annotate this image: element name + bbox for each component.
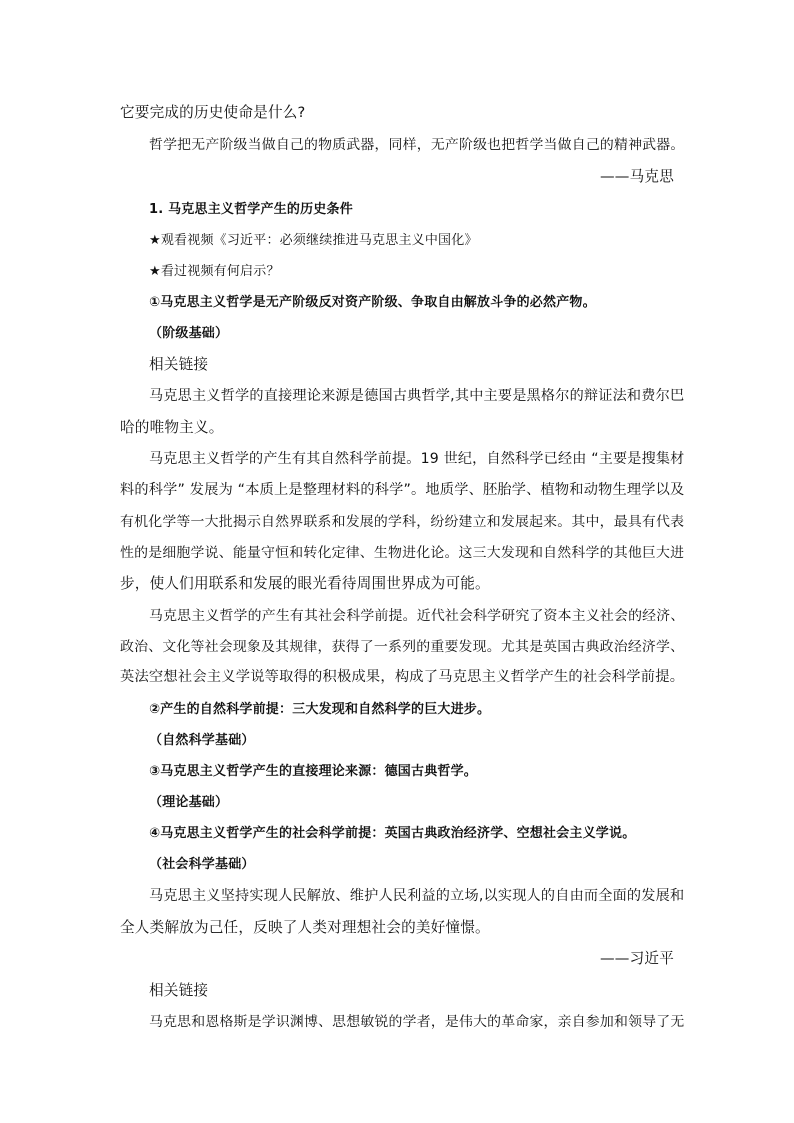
quote-attribution: ——马克思	[600, 168, 674, 185]
paragraph-line: 哈的唯物主义。	[120, 419, 224, 436]
video-prompt: ★观看视频《习近平：必须继续推进马克思主义中国化》	[149, 233, 478, 248]
quote-text: 哲学把无产阶级当做自己的物质武器，同样，无产阶级也把哲学当做自己的精神武器。	[149, 137, 685, 153]
video-question: ★看过视频有何启示？	[149, 264, 280, 279]
quote-text: 马克思主义坚持实现人民解放、维护人民利益的立场,以实现人的自由而全面的发展和	[149, 888, 685, 904]
paragraph-line: 料的科学” 发展为 “本质上是整理材料的科学”。地质学、胚胎学、植物和动物生理学以及	[120, 482, 685, 498]
paragraph-line: 马克思主义哲学的产生有其社会科学前提。近代社会科学研究了资本主义社会的经济、	[149, 608, 685, 624]
paragraph-line: 马克思主义哲学的直接理论来源是德国古典哲学,其中主要是黑格尔的辩证法和费尔巴	[149, 388, 685, 404]
point-3-tag: （理论基础）	[149, 795, 229, 810]
paragraph-line: 步，使人们用联系和发展的眼光看待周围世界成为可能。	[120, 575, 490, 592]
point-4-tag: （社会科学基础）	[149, 857, 255, 872]
related-link-heading: 相关链接	[149, 982, 209, 999]
related-link-heading: 相关链接	[149, 356, 209, 373]
point-3: ③马克思主义哲学产生的直接理论来源：德国古典哲学。	[149, 764, 478, 779]
point-1: ①马克思主义哲学是无产阶级反对资产阶级、争取自由解放斗争的必然产物。	[149, 295, 596, 310]
point-2-tag: （自然科学基础）	[149, 733, 255, 748]
paragraph-line: 马克思和恩格斯是学识渊博、思想敏锐的学者，是伟大的革命家，亲自参加和领导了无	[149, 1014, 685, 1030]
paragraph-line: 英法空想社会主义学说等取得的积极成果，构成了马克思主义哲学产生的社会科学前提。	[120, 669, 685, 685]
paragraph-line: 性的是细胞学说、能量守恒和转化定律、生物进化论。这三大发现和自然科学的其他巨大进	[120, 545, 685, 561]
question-line: 它要完成的历史使命是什么?	[120, 104, 306, 121]
point-2: ②产生的自然科学前提：三大发现和自然科学的巨大进步。	[149, 702, 491, 717]
section-heading: 1. 马克思主义哲学产生的历史条件	[149, 202, 353, 217]
paragraph-line: 政治、文化等社会现象及其规律，获得了一系列的重要发现。尤其是英国古典政治经济学、	[120, 639, 685, 655]
paragraph-line: 马克思主义哲学的产生有其自然科学前提。19 世纪，自然科学已经由 “主要是搜集材	[149, 451, 685, 467]
paragraph-line: 有机化学等一大批揭示自然界联系和发展的学科，纷纷建立和发展起来。其中，最具有代表	[120, 514, 685, 530]
quote-attribution: ——习近平	[600, 950, 674, 967]
point-1-tag: （阶级基础）	[149, 326, 229, 341]
point-4: ④马克思主义哲学产生的社会科学前提：英国古典政治经济学、空想社会主义学说。	[149, 826, 636, 841]
quote-text: 全人类解放为己任，反映了人类对理想社会的美好憧憬。	[120, 919, 490, 936]
